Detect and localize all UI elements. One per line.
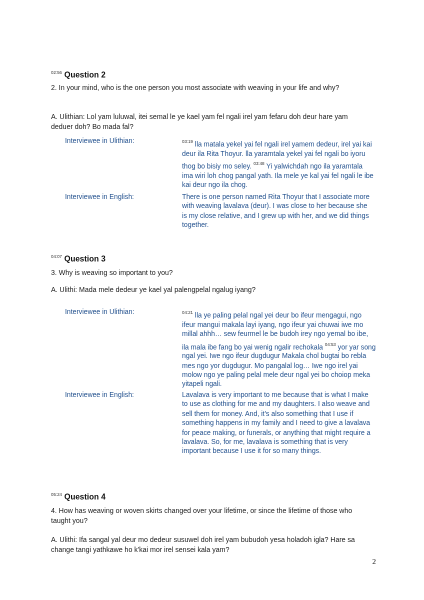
question-3-ulithian-question: A. Ulithi: Mada mele dedeur ye kael yal palengpelal ngalug iyang? bbox=[51, 287, 256, 294]
question-3-heading: $^{04:07}$ Question 3 bbox=[51, 254, 106, 264]
question-2-prompt: 2. In your mind, who is the one person you most associate with weaving in your life and why? bbox=[51, 85, 340, 92]
question-3-prompt: 3. Why is weaving so important to you? bbox=[51, 270, 173, 277]
timestamp: 02:56 bbox=[51, 70, 62, 75]
question-2-ulithian-question: A. Ulithian: Lol yam luluwal, itei semal le ye kael yam fel ngali irel yam fefaru doh deur hare yam deduer doh? Bo mada fal? bbox=[51, 114, 348, 131]
interviewee-ulithian-label: Interviewee in Ulithian: bbox=[65, 309, 135, 316]
interviewee-english-response: There is one person named Rita Thoyur that I associate more with weaving lavalava (deur). I was close to her because she is my close relative, and I grew up with her, and we did things together. bbox=[182, 194, 370, 230]
interviewee-english-response: Lavalava is very important to me because that is what I make to use as clothing for me and my daughters. I also weave and sell them for money. And, it's also something that I use if something happens in my family and I need to give a lavalava for peace making, or funerals, or anything that might require a lavalava. So, for me, lavalava is something that is very important because I use it for so many things. bbox=[182, 392, 371, 456]
timestamp: 05:24 bbox=[51, 492, 62, 497]
timestamp: 04:07 bbox=[51, 254, 62, 259]
page-number: 2 bbox=[372, 557, 376, 566]
question-2-heading: $^{02:56}$ Question 2 bbox=[51, 70, 106, 80]
interviewee-english-label: Interviewee in English: bbox=[65, 392, 134, 399]
question-4-heading: $^{05:24}$ Question 4 bbox=[51, 492, 106, 502]
interviewee-ulithian-response: $^{03:19}$ lla matala yekel yai fel ngali irel yamem dedeur, irel yai kai deur ila Rita Thoyur. lla yaramtala yekel yai fel ngali bo iyoru thog bo bisiy mo seley. $^{03:48}$ Yi yalwichdah ngo ila yaramtala ima wiri loh chog pangal yath. Ila mele ye kal yai fel ngali le ibe kai deur ngo ila chog. bbox=[182, 139, 374, 190]
interviewee-ulithian-label: Interviewee in Ulithian: bbox=[65, 138, 135, 145]
question-4-prompt: 4. How has weaving or woven skirts changed over your lifetime, or since the lifetime of those who taught you? bbox=[51, 508, 353, 525]
interviewee-ulithian-response: $^{04:21}$ lla ye paling pelal ngal yei deur bo ifeur mengagui, ngo ifeur mangui makala layi iyang, ngo ifeur yai chuwai iwe mo millal ahhh… sew feurmel le be budoh irey ngo yemal bo ibe, ila mala ibe fang bo yai wenig ngalir rechokala $^{04:53}$ yor yar song ngal yei. Iwe ngo ifeur dugdugur Makala chol bugtai bo rebla mes ngo yor dugdugur. Mo pangalal log… Iwe ngo irel yai molow ngo ye paling pelal mele deur ngal yei bo choiop meka yitapeli ngali. bbox=[182, 310, 376, 389]
interviewee-english-label: Interviewee in English: bbox=[65, 194, 134, 201]
question-4-ulithian-question: A. Ulithi: Ifa sangal yal deur mo dedeur susuwel doh irel yam bubudoh yesa holadoh igla? Hare sa change tangi yathkawe ho k'kai mor irel sensei kala yam? bbox=[51, 537, 355, 554]
